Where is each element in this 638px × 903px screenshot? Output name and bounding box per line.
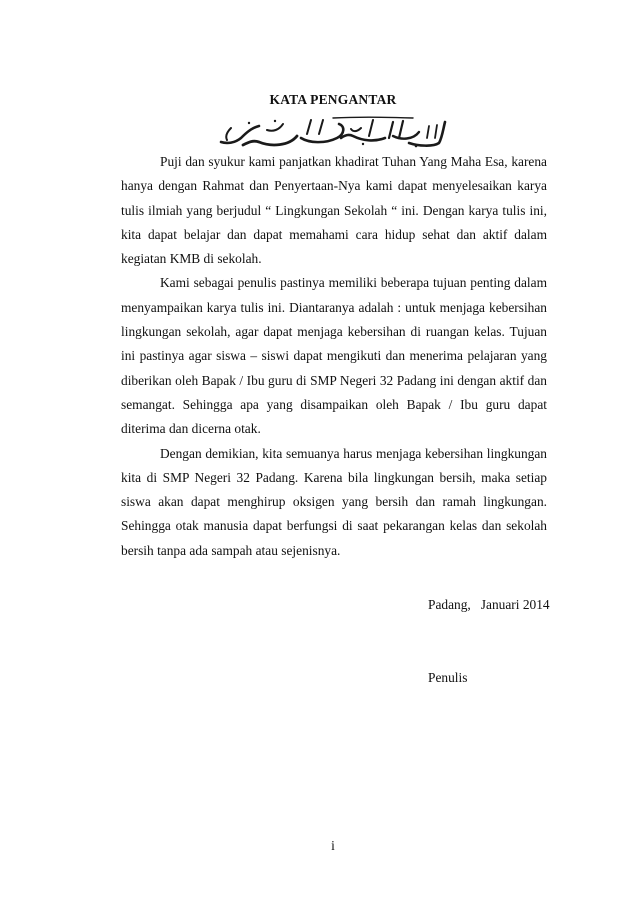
paragraph-3: Dengan demikian, kita semuanya harus menjaga kebersihan lingkungan kita di SMP Negeri 32 Padang. Karena bila lingkungan bersih, maka setiap siswa akan dapat menghirup oksigen yang bersih dan ramah lingkungan. Sehingga otak manusia dapat berfungsi di saat pekarangan kelas dan sekolah bersih tanpa ada sampah atau sejenisnya. [121,445,547,558]
page-number: i [331,838,335,853]
closing-place-date: Padang, Januari 2014 [428,597,550,612]
body-text [121,150,547,563]
page-title: KATA PENGANTAR [269,92,397,107]
basmalah-calligraphy-icon [213,116,453,150]
closing-author: Penulis [428,670,468,685]
paragraph-2: Kami sebagai penulis pastinya memiliki beberapa tujuan penting dalam menyampaikan karya tulis ini. Diantaranya adalah : untuk menjaga kebersihan lingkungan sekolah, agar dapat menjaga kebersihan di ruangan kelas. Tujuan ini pastinya agar siswa – siswi dapat mengikuti dan menerima pelajaran yang diberikan oleh Bapak / Ibu guru di SMP Negeri 32 Padang ini dengan aktif dan semangat. Sehingga apa yang disampaikan oleh Bapak / Ibu guru dapat diterima dan dicerna otak. [121,275,547,437]
paragraph-1: Puji dan syukur kami panjatkan khadirat Tuhan Yang Maha Esa, karena hanya dengan Rahmat dan Penyertaan-Nya kami dapat menyelesaikan karya tulis ilmiah yang berjudul “ Lingkungan Sekolah “ ini. Dengan karya tulis ini, kita dapat belajar dan dapat memahami cara hidup sehat dan aktif dalam kegiatan KMB di sekolah. [121,154,547,267]
